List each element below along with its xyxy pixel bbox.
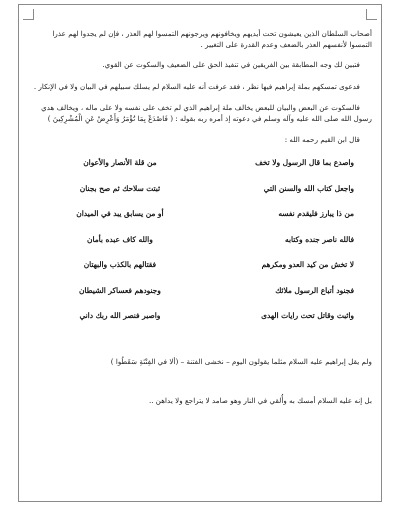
verse-first-half: واثبت وقاتل تحت رايات الهدى <box>261 311 354 321</box>
verse-first-half: فالله ناصر جنده وكتابه <box>285 234 354 244</box>
verse-second-half: فقتالهم بالكذب والبهتان <box>83 260 157 270</box>
paragraph-excuse: أصحاب السلطان الذين يعيشون تحت أيديهم ويخافونهم ويرجونهم التمسوا لهم العذر ، فإن لم يجدوا لهم عذرا التمسوا لأنفسهم العذر بالضعف وعدم القدرة على التغيير . <box>52 29 372 50</box>
poem <box>30 157 372 321</box>
poem-verse <box>48 234 354 245</box>
verse-second-half: وجنودهم فعساكر الشيطان <box>78 285 161 295</box>
verse-second-half: من قلة الأنصار والأعوان <box>83 158 157 168</box>
verse-second-half: أو من يسابق يبد في الميدان <box>76 209 164 219</box>
verse-first-half: لا تخش من كيد العدو ومكرهم <box>261 260 354 270</box>
paragraph-conclusion: بل إنه عليه السلام أمسك به وأُلقي في النار وهو صامد لا يتراجع ولا يداهن .. <box>148 395 372 405</box>
crop-mark-top-right <box>366 9 377 20</box>
verse-first-half: فجنود أتباع الرسول ملائك <box>275 285 354 295</box>
crop-mark-top-left <box>23 9 34 20</box>
verse-first-half: واجعل كتاب الله والسنن التي <box>263 183 354 193</box>
verse-second-half: ثبتت سلاحك ثم صح بجنان <box>79 183 161 193</box>
verse-first-half: واصدع بما قال الرسول ولا تخف <box>255 158 354 168</box>
paragraph-silence: فالسكوت عن البعض والبيان للبعض يخالف ملة إبراهيم الذي لم تخف على نفسه ولا على ماله ، ويخالف هدي رسول الله صلى الله عليه وآله وسلم في دعوته إذ أمره ربه بقوله : ( فَاصْدَعْ بِمَا تُؤْمَرُ وَأَعْرِضْ عَنِ الْمُشْرِكِينَ ) <box>41 102 372 124</box>
poem-verse <box>48 208 354 219</box>
verse-second-half: واصبر فنصر الله ربك داني <box>79 311 161 321</box>
poem-verse <box>48 157 354 168</box>
verse-second-half: والله كاف عبده بأمان <box>87 234 153 244</box>
poem-verse <box>48 183 354 194</box>
document-body <box>30 28 372 416</box>
paragraph-comparison: فتبين لك وجه المطابقة بين الفريقين في تنفيذ الحق على الضعيف والسكوت عن القوي. <box>102 60 360 70</box>
poem-attribution: قال ابن القيم رحمه الله : <box>284 135 360 145</box>
poem-verse <box>48 285 354 296</box>
paragraph-claim: فدعوى تمسكهم بملة إبراهيم فيها نظر ، فقد عرفت أنه عليه السلام لم يسلك سبيلهم في البيان ولا في الإنكار . <box>33 81 360 91</box>
poem-verse <box>48 259 354 270</box>
poem-verse <box>48 310 354 321</box>
verse-first-half: من ذا يبارز فليقدم نفسه <box>278 209 354 219</box>
paragraph-fitna: ولم يقل إبراهيم عليه السلام مثلما يقولون اليوم – نخشى الفتنة – (ألا في الفِتْنَةِ سَقَطُوا ) <box>110 356 372 366</box>
